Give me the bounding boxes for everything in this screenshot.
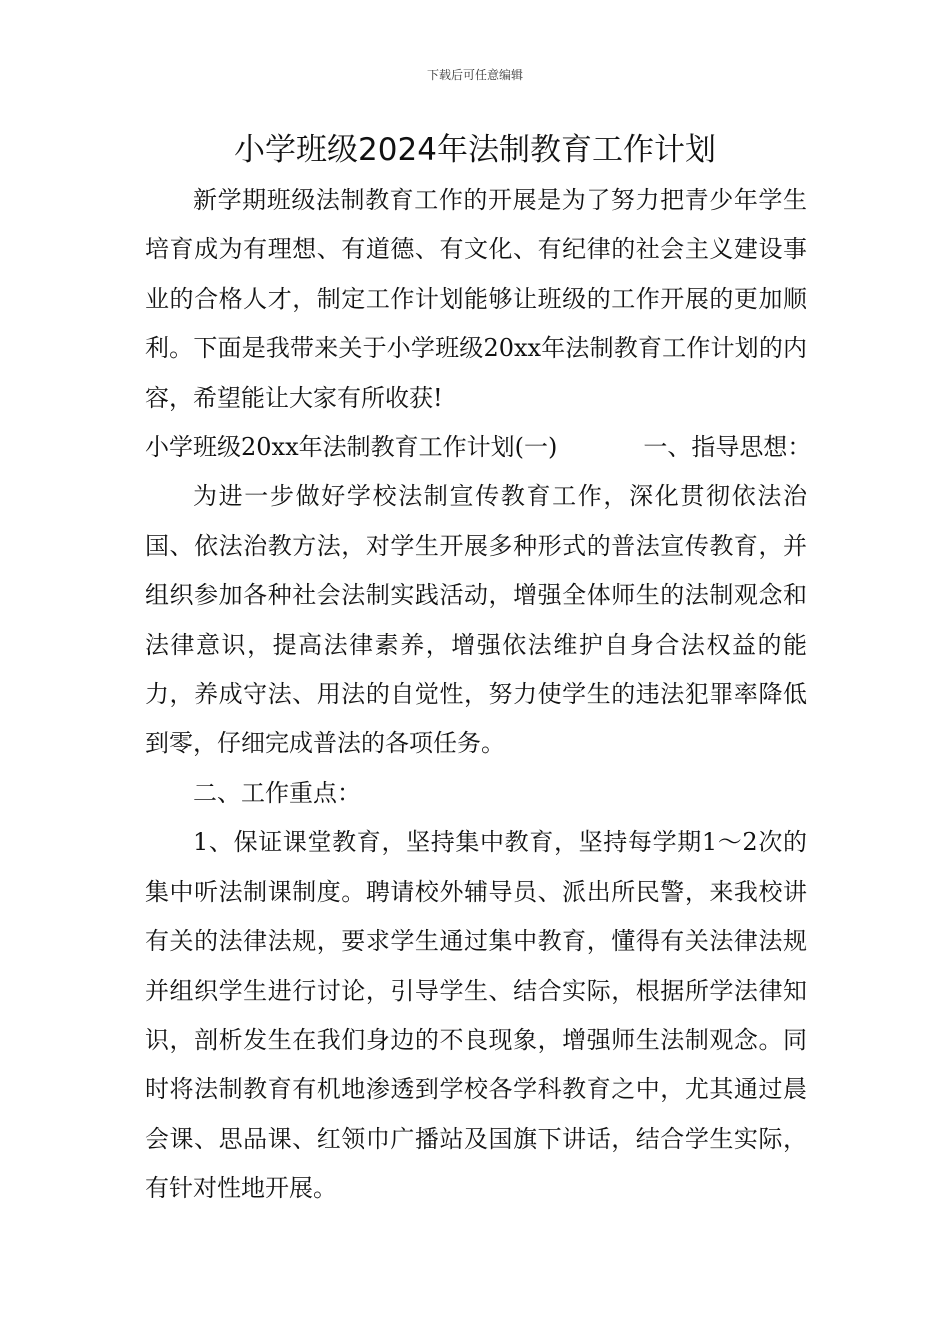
section-heading-line <box>145 423 812 472</box>
work-focus-item-1: 1、保证课堂教育，坚持集中教育，坚持每学期1～2次的集中听法制课制度。聘请校外辅导员、派出所民警，来我校讲有关的法律法规，要求学生通过集中教育，懂得有关法律法规并组织学生进行讨论，引导学生、结合实际，根据所学法律知识，剖析发生在我们身边的不良现象，增强师生法制观念。同时将法制教育有机地渗透到学校各学科教育之中，尤其通过晨会课、思品课、红领巾广播站及国旗下讲话，结合学生实际，有针对性地开展。 <box>145 828 807 1203</box>
document-title: 小学班级2024年法制教育工作计划 <box>234 132 716 168</box>
intro-paragraph: 新学期班级法制教育工作的开展是为了努力把青少年学生培育成为有理想、有道德、有文化、有纪律的社会主义建设事业的合格人才，制定工作计划能够让班级的工作开展的更加顺利。下面是我带来关于小学班级20xx年法制教育工作计划的内容，希望能让大家有所收获! <box>145 186 807 412</box>
document-body <box>145 176 812 1214</box>
work-focus-heading: 二、工作重点： <box>193 778 361 807</box>
plan-subtitle: 小学班级20xx年法制教育工作计划(一) <box>145 433 558 462</box>
header-note: 下载后可任意编辑 <box>426 68 523 82</box>
guiding-thought-paragraph: 为进一步做好学校法制宣传教育工作，深化贯彻依法治国、依法治教方法，对学生开展多种形式的普法宣传教育，并组织参加各种社会法制实践活动，增强全体师生的法制观念和法律意识，提高法律素养，增强依法维护自身合法权益的能力，养成守法、用法的自觉性，努力使学生的违法犯罪率降低到零，仔细完成普法的各项任务。 <box>145 482 807 758</box>
guiding-thought-heading: 一、指导思想： <box>643 433 812 462</box>
